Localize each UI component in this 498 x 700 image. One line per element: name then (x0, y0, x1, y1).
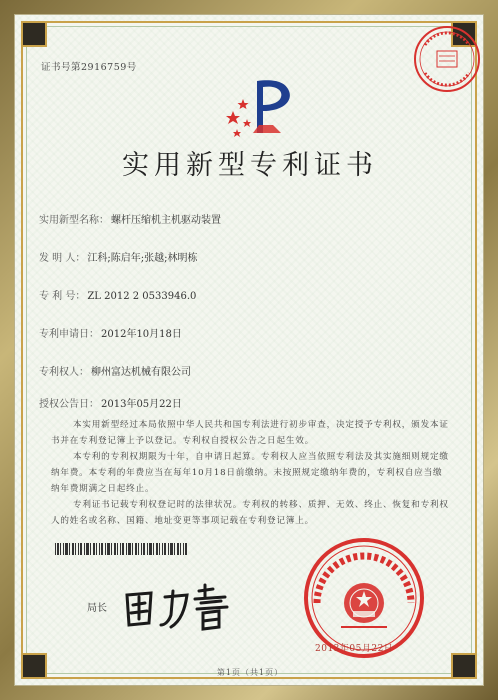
field-filing-date (39, 325, 182, 340)
field-value: 江科;陈启年;张越;林明栋 (87, 253, 198, 264)
field-label: 发 明 人： (39, 253, 86, 264)
field-label: 专 利 号： (39, 291, 86, 302)
field-inventor (39, 249, 197, 264)
field-patent-number (39, 287, 196, 302)
certificate-number: 证书号第2916759号 (41, 62, 137, 73)
field-value: 2012年10月18日 (101, 329, 182, 340)
page-number: 第1页（共1页） (216, 668, 284, 677)
certificate-title: 实用新型专利证书 (122, 150, 378, 181)
field-value: 2013年05月22日 (101, 399, 182, 410)
corner-ornament (21, 21, 47, 47)
patent-office-logo-icon (223, 71, 301, 141)
field-label: 实用新型名称： (39, 215, 109, 226)
body-paragraph: 本实用新型经过本局依照中华人民共和国专利法进行初步审查，决定授予专利权，颁发本证书并在专利登记簿上予以登记。专利权自授权公告之日起生效。 (51, 420, 449, 446)
top-stamp-icon (411, 23, 483, 95)
field-label: 专利申请日： (39, 329, 99, 340)
field-label: 授权公告日： (39, 399, 99, 410)
field-utility-model-name (39, 211, 221, 226)
certificate-paper (14, 14, 484, 686)
director-label: 局长 (87, 603, 107, 614)
body-paragraph: 专利证书记载专利权登记时的法律状况。专利权的转移、质押、无效、终止、恢复和专利权人的姓名或名称、国籍、地址变更等事项记载在专利登记簿上。 (51, 500, 449, 526)
field-patentee (39, 363, 191, 378)
field-label: 专利权人： (39, 367, 89, 378)
field-value: 螺杆压缩机主机驱动装置 (111, 215, 221, 226)
field-value: ZL 2012 2 0533946.0 (87, 291, 197, 302)
field-value: 柳州富达机械有限公司 (91, 367, 191, 378)
director-signature-icon (121, 581, 241, 633)
body-paragraph: 本专利的专利权期限为十年，自申请日起算。专利权人应当依照专利法及其实施细则规定缴纳年费。本专利的年费应当在每年10月18日前缴纳。未按照规定缴纳年费的，专利权自应当缴纳年费期满之日起终止。 (51, 452, 449, 494)
seal-date: 2013年05月22日 (315, 644, 394, 654)
barcode-icon (55, 543, 187, 555)
field-grant-date (39, 395, 182, 410)
